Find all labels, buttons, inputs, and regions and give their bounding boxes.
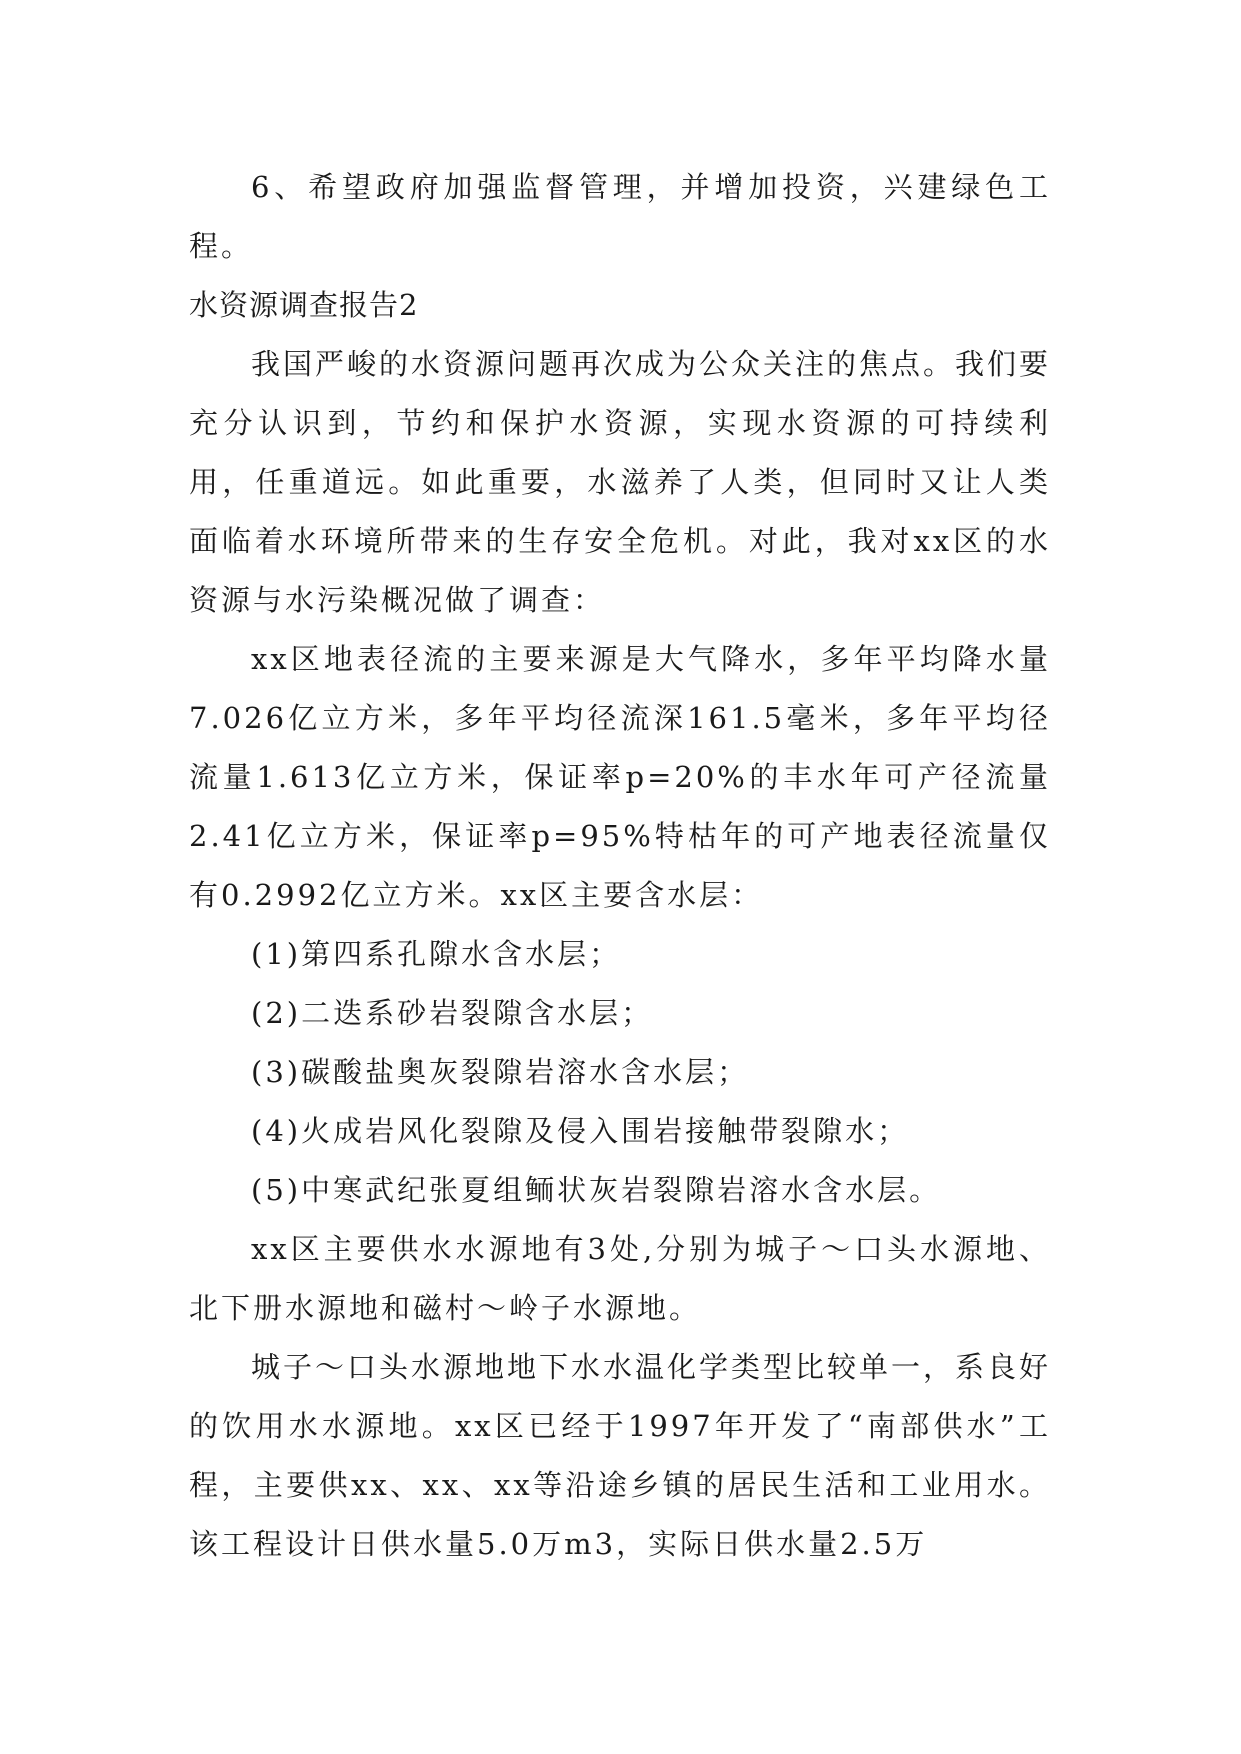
aquifer-item-3: (3)碳酸盐奥灰裂隙岩溶水含水层； [251, 1055, 750, 1089]
document-body [189, 158, 1051, 1574]
paragraph-recommendation-6: 6、希望政府加强监督管理，并增加投资，兴建绿色工程。 [189, 170, 1051, 263]
paragraph-surface-runoff: xx区地表径流的主要来源是大气降水，多年平均降水量7.026亿立方米，多年平均径流深161.5毫米，多年平均径流量1.613亿立方米，保证率p=20%的丰水年可产径流量2.41亿立方米，保证率p=95%特枯年的可产地表径流量仅有0.2992亿立方米。xx区主要含水层： [189, 642, 1051, 912]
aquifer-item-2: (2)二迭系砂岩裂隙含水层； [251, 996, 654, 1030]
aquifer-item-1: (1)第四系孔隙水含水层； [251, 937, 622, 971]
section-heading: 水资源调查报告2 [189, 288, 419, 322]
aquifer-item-5: (5)中寒武纪张夏组鲕状灰岩裂隙岩溶水含水层。 [251, 1173, 942, 1207]
paragraph-intro: 我国严峻的水资源问题再次成为公众关注的焦点。我们要充分认识到，节约和保护水资源，实现水资源的可持续利用，任重道远。如此重要，水滋养了人类，但同时又让人类面临着水环境所带来的生存安全危机。对此，我对xx区的水资源与水污染概况做了调查： [189, 347, 1052, 617]
paragraph-chengzi-source: 城子～口头水源地地下水水温化学类型比较单一，系良好的饮用水水源地。xx区已经于1997年开发了“南部供水”工程，主要供xx、xx、xx等沿途乡镇的居民生活和工业用水。该工程设计日供水量5.0万m3，实际日供水量2.5万 [189, 1350, 1052, 1561]
paragraph-water-sources: xx区主要供水水源地有3处,分别为城子～口头水源地、北下册水源地和磁村～岭子水源地。 [189, 1232, 1051, 1325]
aquifer-item-4: (4)火成岩风化裂隙及侵入围岩接触带裂隙水； [251, 1114, 910, 1148]
